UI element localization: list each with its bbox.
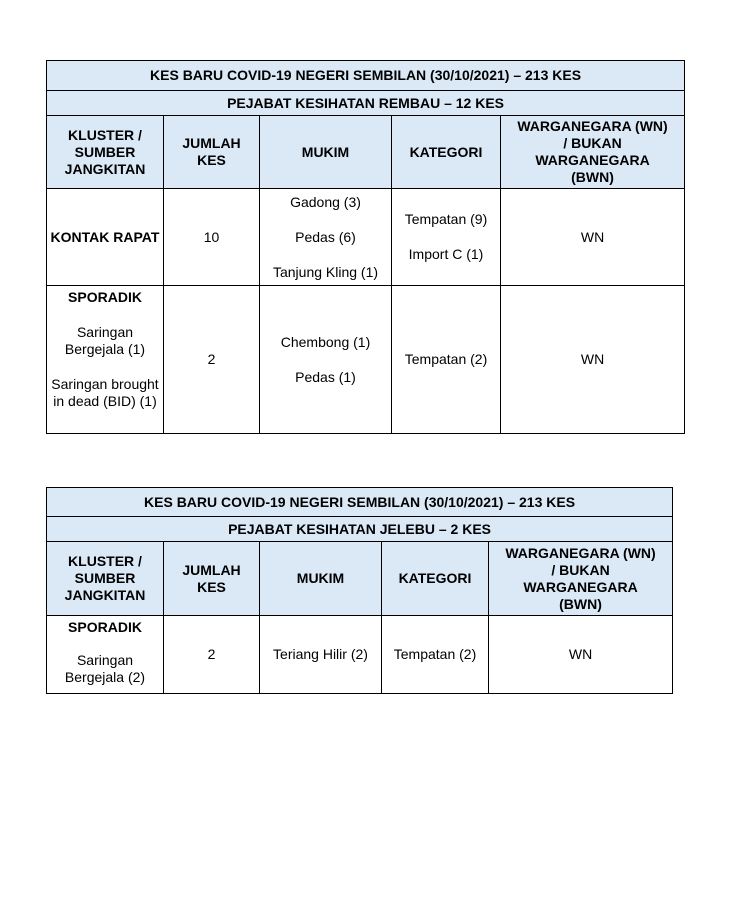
cluster-cell: SPORADIK Saringan Bergejala (1) Saringan brought in dead (BID) (1) (47, 286, 164, 434)
header-mukim: MUKIM (260, 116, 392, 189)
mukim-cell: Teriang Hilir (2) (260, 616, 382, 694)
header-cluster: KLUSTER / SUMBER JANGKITAN (47, 542, 164, 616)
mukim-cell: Gadong (3) Pedas (6) Tanjung Kling (1) (260, 189, 392, 286)
table-title: KES BARU COVID-19 NEGERI SEMBILAN (30/10/2021) – 213 KES (47, 488, 673, 517)
header-count: JUMLAH KES (164, 116, 260, 189)
header-cluster: KLUSTER / SUMBER JANGKITAN (47, 116, 164, 189)
table-row (47, 189, 685, 286)
cluster-cell: KONTAK RAPAT (47, 189, 164, 286)
table-subtitle: PEJABAT KESIHATAN JELEBU – 2 KES (47, 517, 673, 542)
header-mukim: MUKIM (260, 542, 382, 616)
header-citizenship: WARGANEGARA (WN) / BUKAN WARGANEGARA (BWN) (501, 116, 685, 189)
count-cell: 2 (164, 286, 260, 434)
table-subtitle: PEJABAT KESIHATAN REMBAU – 12 KES (47, 91, 685, 116)
category-cell: Tempatan (9) Import C (1) (392, 189, 501, 286)
citizenship-cell: WN (501, 189, 685, 286)
count-cell: 10 (164, 189, 260, 286)
count-cell: 2 (164, 616, 260, 694)
rembau-case-table (46, 60, 685, 434)
category-cell: Tempatan (2) (392, 286, 501, 434)
table-title: KES BARU COVID-19 NEGERI SEMBILAN (30/10/2021) – 213 KES (47, 61, 685, 91)
category-cell: Tempatan (2) (382, 616, 489, 694)
mukim-cell: Chembong (1) Pedas (1) (260, 286, 392, 434)
table-row (47, 616, 673, 694)
header-category: KATEGORI (382, 542, 489, 616)
citizenship-cell: WN (501, 286, 685, 434)
header-citizenship: WARGANEGARA (WN) / BUKAN WARGANEGARA (BWN) (489, 542, 673, 616)
table-row (47, 286, 685, 434)
jelebu-case-table (46, 487, 673, 694)
header-category: KATEGORI (392, 116, 501, 189)
header-count: JUMLAH KES (164, 542, 260, 616)
citizenship-cell: WN (489, 616, 673, 694)
cluster-cell: SPORADIK Saringan Bergejala (2) (47, 616, 164, 694)
